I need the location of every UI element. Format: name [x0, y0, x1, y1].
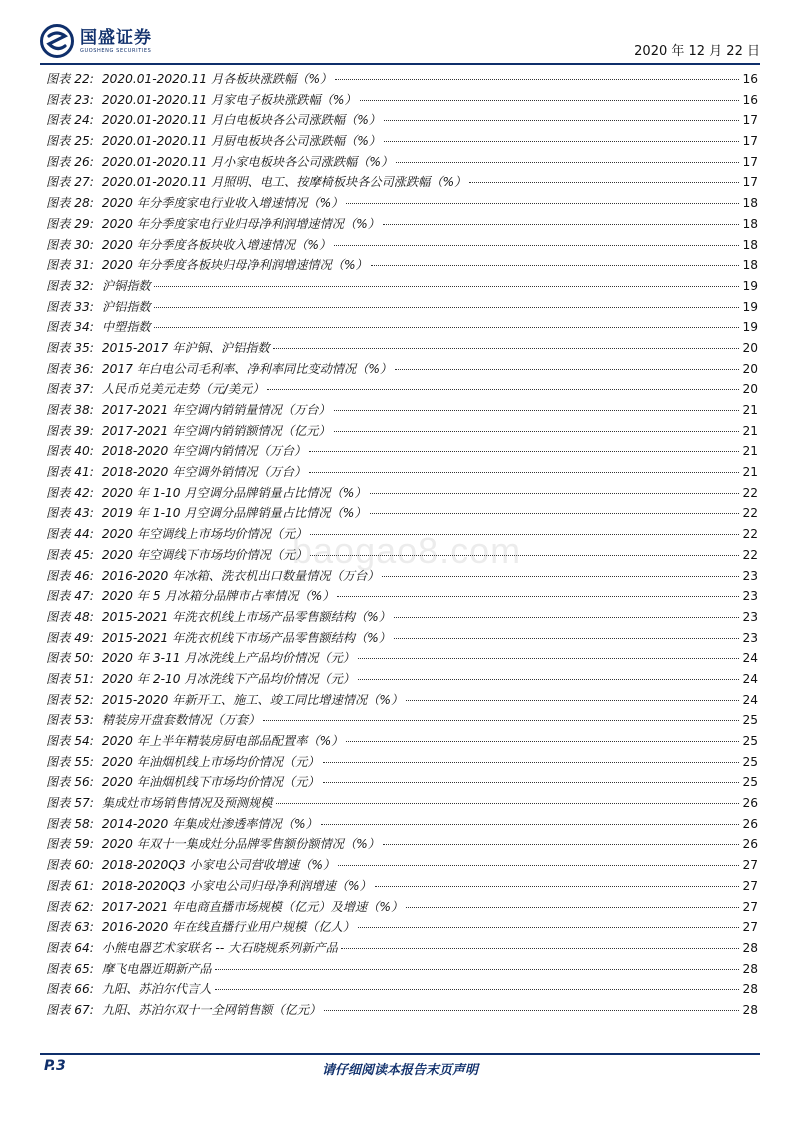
toc-leader-dots [406, 700, 739, 701]
toc-entry-page: 27 [742, 878, 758, 893]
toc-entry-page: 19 [742, 278, 758, 293]
toc-entry[interactable] [46, 980, 758, 1001]
toc-entry-title[interactable]: 精装房开盘套数情况（万套） [101, 713, 261, 728]
toc-entry[interactable] [46, 132, 758, 153]
toc-entry[interactable] [46, 856, 758, 877]
toc-entry[interactable] [46, 877, 758, 898]
toc-entry-page: 24 [742, 651, 758, 666]
toc-leader-dots [323, 762, 740, 763]
toc-entry-title[interactable]: 小熊电器艺术家联名 -- 大石晓规系列新产品 [101, 940, 338, 955]
toc-leader-dots [395, 369, 739, 370]
toc-entry-label: 图表 25: [46, 134, 94, 149]
toc-entry[interactable] [46, 318, 758, 339]
toc-entry-label: 图表 30: [46, 237, 94, 252]
toc-entry-page: 19 [742, 320, 758, 335]
toc-entry-page: 20 [742, 340, 758, 355]
toc-entry-page: 19 [742, 299, 758, 314]
toc-entry[interactable] [46, 256, 758, 277]
toc-entry-title[interactable]: 摩飞电器近期新产品 [101, 961, 212, 976]
toc-entry-label: 图表 28: [46, 196, 94, 211]
toc-entry-label: 图表 58: [46, 816, 94, 831]
toc-entry-title[interactable]: 2015-2020 年新开工、施工、竣工同比增速情况（%） [101, 692, 404, 707]
toc-leader-dots [309, 451, 739, 452]
toc-entry-title[interactable]: 2016-2020 年在线直播行业用户规模（亿人） [101, 920, 355, 935]
toc-leader-dots [337, 596, 739, 597]
toc-entry-title[interactable]: 2017 年白电公司毛利率、净利率同比变动情况（%） [101, 361, 393, 376]
toc-entry-label: 图表 44: [46, 527, 94, 542]
toc-entry-title[interactable]: 2020.01-2020.11 月厨电板块各公司涨跌幅（%） [101, 134, 381, 149]
toc-entry-title[interactable]: 2020 年 2-10 月冰洗线下产品均价情况（元） [101, 671, 355, 686]
toc-leader-dots [154, 286, 740, 287]
toc-entry-page: 17 [742, 154, 758, 169]
toc-leader-dots [276, 803, 740, 804]
toc-entry-label: 图表 22: [46, 72, 94, 86]
toc-leader-dots [273, 348, 740, 349]
toc-entry-page: 17 [742, 113, 758, 128]
toc-entry-label: 图表 53: [46, 713, 94, 728]
toc-entry-page: 26 [742, 816, 758, 831]
toc-entry[interactable] [46, 442, 758, 463]
toc-leader-dots [358, 927, 739, 928]
toc-leader-dots [334, 245, 739, 246]
toc-entry-page: 25 [742, 734, 758, 748]
toc-entry-title[interactable]: 2020.01-2020.11 月家电子板块涨跌幅（%） [101, 92, 357, 107]
toc-entry[interactable] [46, 835, 758, 856]
toc-entry[interactable] [46, 339, 758, 360]
toc-entry-label: 图表 45: [46, 547, 94, 562]
toc-entry[interactable] [46, 711, 758, 732]
toc-entry-title[interactable]: 2020 年上半年精装房厨电部品配置率（%） [101, 734, 344, 748]
toc-entry[interactable] [46, 691, 758, 712]
toc-entry-page: 23 [742, 568, 758, 583]
toc-entry[interactable] [46, 773, 758, 794]
toc-entry-page: 24 [742, 671, 758, 686]
toc-entry-page: 21 [742, 403, 758, 417]
toc-leader-dots [370, 493, 740, 494]
toc-entry-title[interactable]: 2020 年分季度家电行业收入增速情况（%） [101, 196, 344, 211]
toc-entry-page: 18 [742, 237, 758, 252]
toc-entry[interactable] [46, 815, 758, 836]
footer-divider [40, 1053, 760, 1055]
toc-entry-page: 21 [742, 444, 758, 459]
toc-entry-label: 图表 36: [46, 361, 94, 376]
toc-entry-label: 图表 54: [46, 734, 94, 748]
toc-entry-label: 图表 34: [46, 320, 94, 335]
toc-entry-page: 27 [742, 920, 758, 935]
toc-entry-label: 图表 33: [46, 299, 94, 314]
toc-entry-title[interactable]: 集成灶市场销售情况及预测规模 [101, 796, 273, 811]
toc-entry-label: 图表 23: [46, 92, 94, 107]
toc-leader-dots [309, 472, 739, 473]
toc-leader-dots [383, 224, 740, 225]
toc-entry-title[interactable]: 2020.01-2020.11 月小家电板块各公司涨跌幅（%） [101, 154, 394, 169]
toc-entry-label: 图表 38: [46, 403, 94, 417]
toc-entry-page: 28 [742, 1002, 758, 1017]
toc-leader-dots [263, 720, 739, 721]
toc-entry-title[interactable]: 沪铜指数 [101, 278, 151, 293]
toc-leader-dots [323, 782, 740, 783]
toc-entry-page: 22 [742, 547, 758, 562]
toc-entry-label: 图表 50: [46, 651, 94, 666]
toc-entry-label: 图表 47: [46, 589, 94, 604]
toc-entry-title[interactable]: 2020 年 5 月冰箱分品牌市占率情况（%） [101, 589, 335, 604]
toc-entry-title[interactable]: 沪铝指数 [101, 299, 151, 314]
guosheng-logo-icon [40, 24, 74, 58]
toc-entry-label: 图表 51: [46, 671, 94, 686]
toc-entry-label: 图表 35: [46, 340, 94, 355]
toc-entry-title[interactable]: 2020 年空调线上市场均价情况（元） [101, 527, 308, 542]
toc-entry-page: 17 [742, 175, 758, 190]
toc-entry-label: 图表 56: [46, 775, 94, 790]
toc-entry-title[interactable]: 2018-2020Q3 小家电公司归母净利润增速（%） [101, 878, 372, 893]
toc-entry[interactable] [46, 587, 758, 608]
toc-entry-page: 22 [742, 527, 758, 542]
toc-entry[interactable] [46, 649, 758, 670]
toc-entry-label: 图表 60: [46, 858, 94, 873]
toc-entry[interactable] [46, 360, 758, 381]
toc-leader-dots [215, 969, 740, 970]
toc-entry-page: 25 [742, 754, 758, 769]
toc-entry-label: 图表 49: [46, 630, 94, 645]
toc-entry-title[interactable]: 2020 年分季度各板块归母净利润增速情况（%） [101, 258, 368, 273]
toc-leader-dots [334, 431, 740, 432]
toc-entry[interactable] [46, 236, 758, 257]
toc-entry[interactable] [46, 794, 758, 815]
toc-leader-dots [375, 886, 740, 887]
toc-entry[interactable] [46, 153, 758, 174]
toc-entry[interactable] [46, 939, 758, 960]
toc-entry-title[interactable]: 2020.01-2020.11 月白电板块各公司涨跌幅（%） [101, 113, 381, 128]
toc-entry-title[interactable]: 2020.01-2020.11 月照明、电工、按摩椅板块各公司涨跌幅（%） [101, 175, 467, 190]
toc-entry-label: 图表 29: [46, 216, 94, 231]
toc-entry-label: 图表 63: [46, 920, 94, 935]
toc-entry-page: 25 [742, 775, 758, 790]
toc-entry-page: 27 [742, 899, 758, 914]
toc-entry-title[interactable]: 2017-2021 年空调内销销量情况（万台） [101, 403, 331, 417]
toc-entry-title[interactable]: 2018-2020Q3 小家电公司营收增速（%） [101, 858, 336, 873]
toc-entry-title[interactable]: 2020 年油烟机线下市场均价情况（元） [101, 775, 320, 790]
toc-entry-label: 图表 61: [46, 878, 94, 893]
toc-entry-page: 18 [742, 196, 758, 211]
toc-entry-title[interactable]: 2020 年双十一集成灶分品牌零售额份额情况（%） [101, 837, 380, 852]
toc-entry-title[interactable]: 2016-2020 年冰箱、洗衣机出口数量情况（万台） [101, 568, 380, 583]
toc-entry-page: 26 [742, 796, 758, 811]
toc-entry-title[interactable]: 2020 年 1-10 月空调分品牌销量占比情况（%） [101, 485, 367, 500]
toc-leader-dots [406, 907, 739, 908]
toc-entry-title[interactable]: 2020 年油烟机线上市场均价情况（元） [101, 754, 320, 769]
toc-entry[interactable] [46, 753, 758, 774]
toc-entry-title[interactable]: 2017-2021 年空调内销销额情况（亿元） [101, 423, 331, 438]
toc-entry-page: 28 [742, 961, 758, 976]
toc-entry[interactable] [46, 1001, 758, 1022]
toc-leader-dots [383, 844, 740, 845]
toc-entry-title[interactable]: 2020 年空调线下市场均价情况（元） [101, 547, 308, 562]
toc-entry[interactable] [46, 484, 758, 505]
toc-entry-title[interactable]: 人民币兑美元走势（元/美元） [101, 382, 265, 397]
toc-entry-title[interactable]: 2020 年分季度家电行业归母净利润增速情况（%） [101, 216, 380, 231]
toc-leader-dots [358, 658, 739, 659]
toc-entry-label: 图表 39: [46, 423, 94, 438]
toc-leader-dots [358, 679, 739, 680]
toc-entry[interactable] [46, 960, 758, 981]
toc-entry-title[interactable]: 2018-2020 年空调外销情况（万台） [101, 465, 307, 480]
toc-entry-title[interactable]: 2015-2017 年沪铜、沪铝指数 [101, 340, 270, 355]
toc-entry-page: 21 [742, 423, 758, 438]
toc-entry-page: 27 [742, 858, 758, 873]
toc-entry-page: 16 [742, 72, 758, 86]
toc-leader-dots [154, 307, 740, 308]
page-number: P.3 [44, 1058, 66, 1074]
toc-entry-page: 25 [742, 713, 758, 728]
toc-entry[interactable] [46, 298, 758, 319]
toc-entry-page: 23 [742, 609, 758, 624]
toc-entry-label: 图表 55: [46, 754, 94, 769]
toc-entry-page: 17 [742, 134, 758, 149]
toc-leader-dots [267, 389, 739, 390]
toc-entry-label: 图表 57: [46, 796, 94, 811]
toc-leader-dots [215, 989, 740, 990]
toc-entry[interactable] [46, 918, 758, 939]
toc-entry-label: 图表 48: [46, 609, 94, 624]
toc-entry-page: 28 [742, 940, 758, 955]
toc-entry[interactable] [46, 194, 758, 215]
toc-entry[interactable] [46, 215, 758, 236]
toc-leader-dots [341, 948, 740, 949]
toc-leader-dots [394, 638, 740, 639]
toc-entry-title[interactable]: 2019 年 1-10 月空调分品牌销量占比情况（%） [101, 506, 367, 521]
toc-entry-title[interactable]: 2018-2020 年空调内销情况（万台） [101, 444, 307, 459]
toc-entry[interactable] [46, 422, 758, 443]
page-header [40, 24, 760, 64]
toc-leader-dots [346, 741, 739, 742]
toc-entry[interactable] [46, 91, 758, 112]
toc-entry-page: 21 [742, 465, 758, 480]
toc-entry-title[interactable]: 2017-2021 年电商直播市场规模（亿元）及增速（%） [101, 899, 404, 914]
toc-entry[interactable] [46, 380, 758, 401]
toc-entry[interactable] [46, 504, 758, 525]
watermark: baogao8.com [292, 530, 522, 571]
toc-entry-title[interactable]: 中塑指数 [101, 320, 151, 335]
toc-entry-label: 图表 27: [46, 175, 94, 190]
toc-leader-dots [396, 162, 739, 163]
brand-name-en: GUOSHENG SECURITIES [80, 47, 152, 54]
toc-entry-page: 20 [742, 361, 758, 376]
toc-entry-title[interactable]: 2020.01-2020.11 月各板块涨跌幅（%） [101, 72, 333, 86]
toc-entry-label: 图表 52: [46, 692, 94, 707]
toc-entry-label: 图表 64: [46, 940, 94, 955]
toc-entry[interactable] [46, 670, 758, 691]
toc-entry-page: 23 [742, 589, 758, 604]
toc-leader-dots [370, 513, 740, 514]
toc-entry-label: 图表 26: [46, 154, 94, 169]
toc-entry[interactable] [46, 608, 758, 629]
toc-entry-label: 图表 66: [46, 982, 94, 997]
toc-entry-label: 图表 43: [46, 506, 94, 521]
header-divider [40, 63, 760, 65]
toc-entry-title[interactable]: 九阳、苏泊尔双十一全网销售额（亿元） [101, 1002, 322, 1017]
toc-leader-dots [469, 182, 739, 183]
toc-entry-title[interactable]: 九阳、苏泊尔代言人 [101, 982, 212, 997]
toc-entry-label: 图表 32: [46, 278, 94, 293]
toc-leader-dots [334, 410, 740, 411]
toc-entry-page: 22 [742, 506, 758, 521]
toc-entry-title[interactable]: 2020 年分季度各板块收入增速情况（%） [101, 237, 332, 252]
toc-entry[interactable] [46, 629, 758, 650]
toc-entry-label: 图表 46: [46, 568, 94, 583]
disclaimer-notice: 请仔细阅读本报告末页声明 [321, 1063, 478, 1078]
toc-entry-label: 图表 67: [46, 1002, 94, 1017]
brand-logo [40, 24, 152, 58]
report-date: 2020 年 12 月 22 日 [634, 44, 760, 59]
toc-entry[interactable] [46, 70, 758, 91]
toc-entry-page: 24 [742, 692, 758, 707]
toc-entry-page: 20 [742, 382, 758, 397]
toc-entry-page: 22 [742, 485, 758, 500]
toc-entry-title[interactable]: 2020 年 3-11 月冰洗线上产品均价情况（元） [101, 651, 355, 666]
toc-entry-label: 图表 31: [46, 258, 94, 273]
toc-leader-dots [360, 100, 740, 101]
toc-entry-label: 图表 65: [46, 961, 94, 976]
brand-name-cn: 国盛证券 [80, 27, 152, 48]
toc-leader-dots [384, 120, 740, 121]
toc-entry-title[interactable]: 2015-2021 年洗衣机线上市场产品零售额结构（%） [101, 609, 391, 624]
toc-entry[interactable] [46, 898, 758, 919]
toc-entry-page: 16 [742, 92, 758, 107]
toc-entry-label: 图表 24: [46, 113, 94, 128]
toc-entry-label: 图表 37: [46, 382, 94, 397]
toc-entry[interactable] [46, 732, 758, 753]
toc-leader-dots [371, 265, 740, 266]
toc-leader-dots [324, 1010, 739, 1011]
toc-leader-dots [154, 327, 740, 328]
toc-leader-dots [394, 617, 740, 618]
toc-entry-label: 图表 40: [46, 444, 94, 459]
toc-leader-dots [335, 79, 739, 80]
toc-leader-dots [346, 203, 739, 204]
toc-entry[interactable] [46, 111, 758, 132]
toc-leader-dots [338, 865, 739, 866]
toc-entry-page: 26 [742, 837, 758, 852]
toc-entry-page: 28 [742, 982, 758, 997]
toc-leader-dots [321, 824, 740, 825]
toc-entry-title[interactable]: 2015-2021 年洗衣机线下市场产品零售额结构（%） [101, 630, 391, 645]
toc-entry-label: 图表 42: [46, 485, 94, 500]
toc-entry-label: 图表 62: [46, 899, 94, 914]
toc-entry-page: 18 [742, 258, 758, 273]
toc-entry-label: 图表 59: [46, 837, 94, 852]
toc-entry-label: 图表 41: [46, 465, 94, 480]
toc-entry-title[interactable]: 2014-2020 年集成灶渗透率情况（%） [101, 816, 318, 831]
toc-entry[interactable] [46, 463, 758, 484]
toc-leader-dots [384, 141, 740, 142]
toc-leader-dots [382, 576, 739, 577]
toc-entry[interactable] [46, 277, 758, 298]
toc-entry[interactable] [46, 173, 758, 194]
toc-entry-page: 23 [742, 630, 758, 645]
toc-entry[interactable] [46, 401, 758, 422]
toc-entry-page: 18 [742, 216, 758, 231]
